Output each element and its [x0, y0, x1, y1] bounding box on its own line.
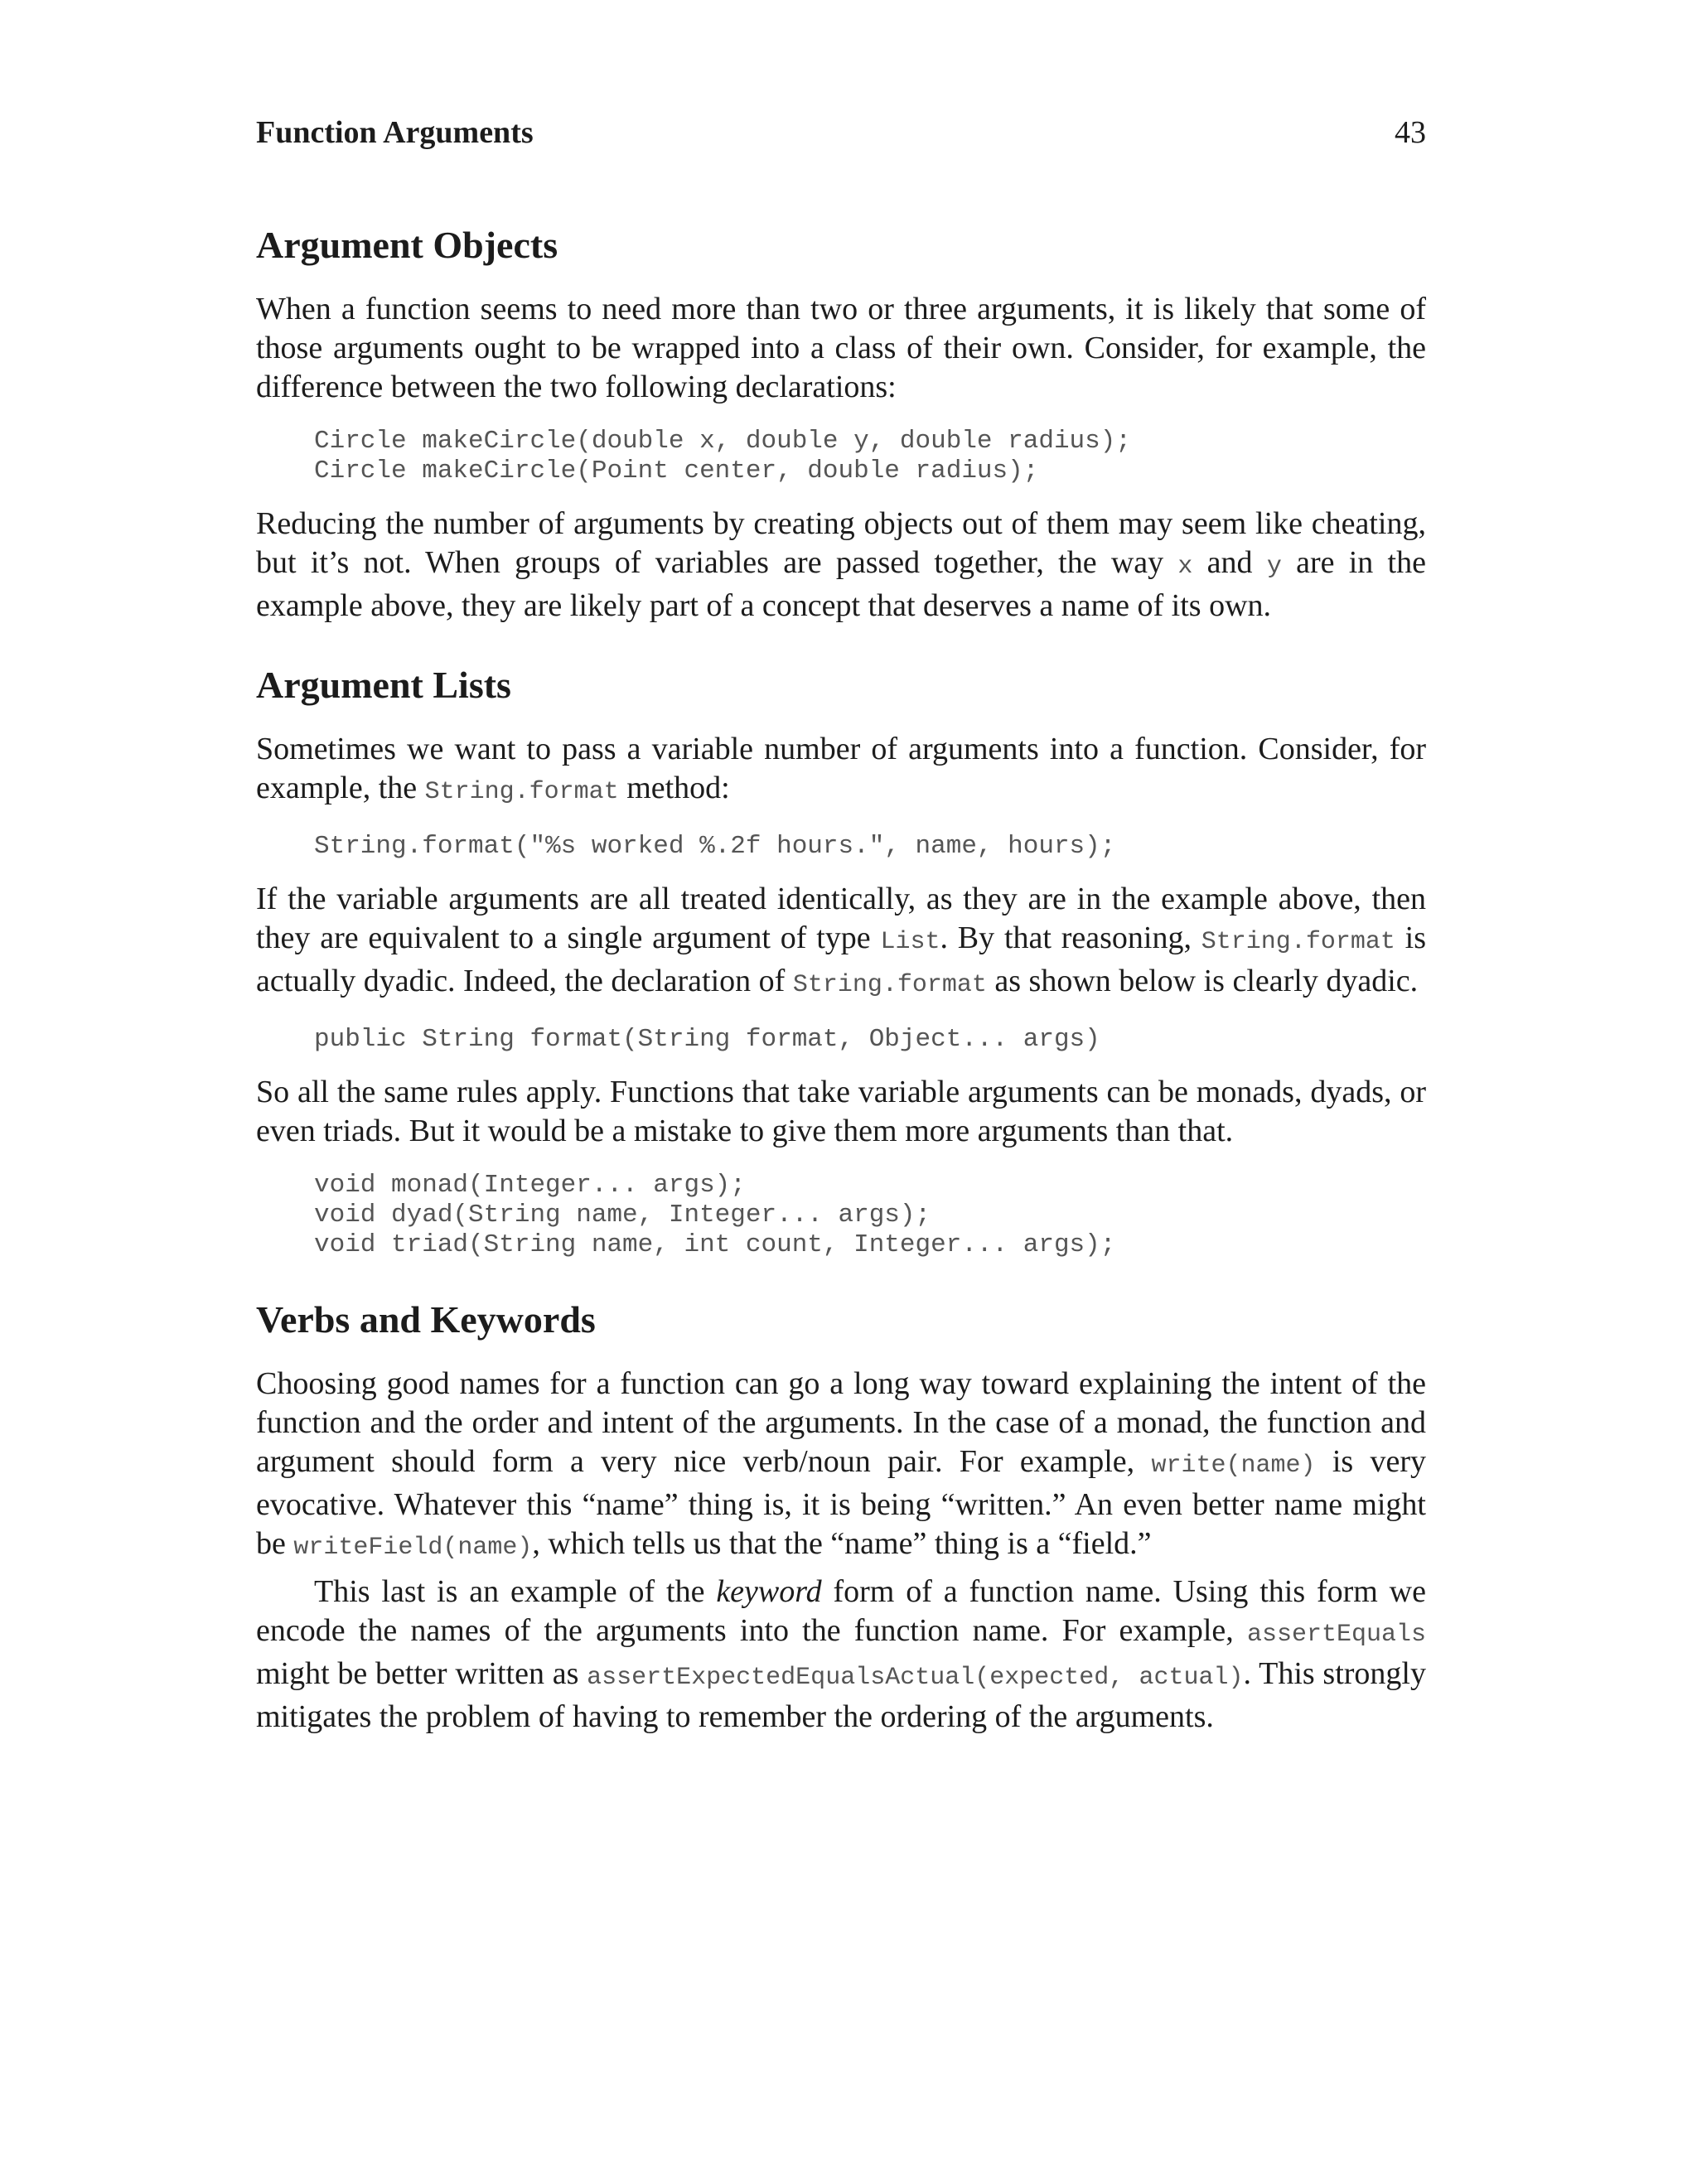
text-run: and	[1192, 545, 1267, 580]
section-heading: Argument Objects	[256, 224, 558, 266]
paragraph	[256, 880, 1426, 1005]
code-block	[314, 1025, 1426, 1055]
code-line: Circle makeCircle(Point center, double radius);	[314, 457, 1039, 486]
paragraph	[256, 1365, 1426, 1568]
paragraph	[256, 505, 1426, 626]
section-verbs-and-keywords	[256, 1297, 1426, 1737]
code-line: Circle makeCircle(double x, double y, double radius);	[314, 427, 1131, 456]
text-run: If the variable arguments are all treated identically, as they are in the example above, then they are equivalent to a single argument of type	[256, 882, 1426, 955]
code-block	[314, 832, 1426, 862]
code-line: String.format("%s worked %.2f hours.", name, hours);	[314, 832, 1116, 861]
text-run: Reducing the number of arguments by creating objects out of them may seem like cheating, but it’s not. When groups of variables are passed together, the way	[256, 506, 1426, 580]
code-line: void triad(String name, int count, Integer... args);	[314, 1230, 1116, 1259]
inline-code: String.format	[424, 778, 619, 806]
code-line: void monad(Integer... args);	[314, 1171, 746, 1200]
paragraph: When a function seems to need more than two or three arguments, it is likely that some of those arguments ought to be wrapped into a class of their own. Consider, for example, the difference between the two following declarations:	[256, 292, 1426, 404]
text-run: This last is an example of the	[314, 1574, 717, 1609]
section-argument-lists	[256, 662, 1426, 1260]
text-run: Sometimes we want to pass a variable number of arguments into a function. Consider, for example, the	[256, 732, 1426, 805]
code-line: void dyad(String name, Integer... args);	[314, 1201, 931, 1230]
inline-code: writeField(name)	[293, 1534, 533, 1562]
section-heading: Verbs and Keywords	[256, 1298, 596, 1341]
text-run: form of a function name. Using this form we encode the names of the arguments into the function name. For example,	[256, 1574, 1426, 1648]
code-line: public String format(String format, Object... args)	[314, 1025, 1100, 1054]
text-run: is actually dyadic. Indeed, the declaration of	[256, 920, 1426, 998]
text-run: might be better written as	[256, 1656, 587, 1691]
inline-code: String.format	[792, 971, 987, 999]
inline-code: write(name)	[1151, 1452, 1316, 1480]
inline-code: x	[1177, 553, 1193, 581]
inline-code: List	[880, 928, 940, 956]
inline-code: assertEquals	[1246, 1621, 1426, 1649]
code-block	[314, 1171, 1426, 1260]
section-argument-objects	[256, 222, 1426, 626]
text-run: Choosing good names for a function can go a long way toward explaining the intent of the function and the order and intent of the arguments. In the case of a monad, the function and argument should form a very nice verb/noun pair. For example,	[256, 1366, 1426, 1479]
text-run: . By that reasoning,	[940, 920, 1201, 955]
section-heading: Argument Lists	[256, 664, 511, 706]
text-run: as shown below is clearly dyadic.	[986, 964, 1419, 998]
paragraph	[256, 1573, 1426, 1737]
paragraph	[256, 730, 1426, 812]
page-number: 43	[1395, 115, 1426, 150]
text-run: are in the example above, they are likely part of a concept that deserves a name of its own.	[256, 545, 1426, 623]
running-header	[256, 112, 1426, 153]
running-title: Function Arguments	[256, 115, 534, 150]
emphasis: keyword	[716, 1574, 822, 1609]
inline-code: assertExpectedEqualsActual(expected, actual)	[587, 1664, 1244, 1692]
text-run: . This strongly mitigates the problem of having to remember the ordering of the arguments.	[256, 1656, 1426, 1734]
text-run: method:	[618, 771, 730, 805]
paragraph: So all the same rules apply. Functions that take variable arguments can be monads, dyads, or even triads. But it would be a mistake to give them more arguments than that.	[256, 1075, 1426, 1148]
inline-code: y	[1266, 553, 1282, 581]
text-run: , which tells us that the “name” thing is a “field.”	[532, 1526, 1152, 1561]
inline-code: String.format	[1201, 928, 1395, 956]
text-run: is very evocative. Whatever this “name” thing is, it is being “written.” An even better name might be	[256, 1444, 1427, 1561]
page-body	[256, 222, 1426, 1737]
code-block	[314, 427, 1426, 486]
